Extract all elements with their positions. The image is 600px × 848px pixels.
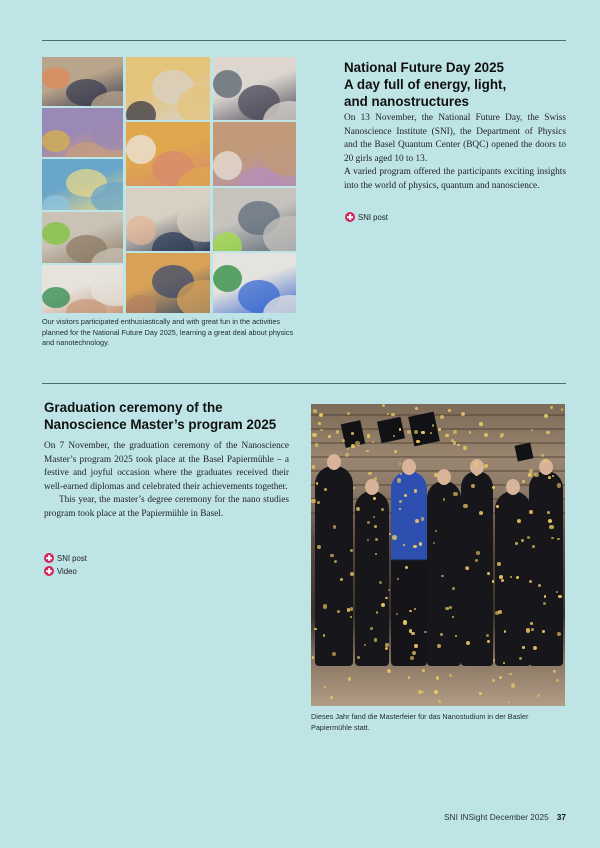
publication-name: SNI INSight December 2025 <box>444 812 549 822</box>
confetti <box>367 434 370 437</box>
graduate-figure <box>427 481 461 666</box>
confetti <box>367 521 370 524</box>
confetti <box>366 450 368 452</box>
confetti <box>452 587 455 590</box>
paragraph: A varied program offered the participants exciting insights into the world of physics, quantum and nanoscience. <box>344 167 566 191</box>
confetti <box>368 472 371 475</box>
confetti <box>330 696 333 699</box>
collage-photo <box>42 57 123 106</box>
confetti <box>448 409 451 412</box>
confetti <box>548 519 552 523</box>
confetti <box>399 500 402 503</box>
collage-photo <box>213 57 296 120</box>
paragraph: This year, the master’s degree ceremony for the nano studies program took place at the Papiermühle in Basel. <box>44 495 289 519</box>
confetti <box>537 694 540 697</box>
sni-post-link[interactable] <box>44 553 87 563</box>
confetti <box>318 422 321 425</box>
confetti <box>320 429 322 431</box>
confetti <box>445 434 449 438</box>
confetti <box>399 463 402 466</box>
confetti <box>476 551 479 554</box>
collage-photo <box>126 57 210 120</box>
confetti <box>323 604 327 608</box>
confetti <box>350 616 352 618</box>
confetti <box>313 409 317 413</box>
confetti <box>544 414 548 418</box>
confetti <box>413 545 416 548</box>
confetti <box>337 610 340 613</box>
confetti <box>530 622 533 625</box>
confetti <box>385 597 387 599</box>
title-line: Graduation ceremony of the <box>44 400 223 415</box>
collage-photo <box>213 188 296 251</box>
confetti <box>534 473 538 477</box>
confetti <box>356 507 360 511</box>
collage-photo <box>126 253 210 313</box>
confetti <box>556 591 558 593</box>
confetti <box>511 683 515 687</box>
confetti <box>529 469 533 473</box>
collage-photo <box>42 108 123 157</box>
confetti <box>529 510 533 514</box>
collage-photo <box>126 122 210 186</box>
plus-circle-icon <box>345 212 355 222</box>
collage-photo <box>42 159 123 210</box>
confetti <box>316 482 319 485</box>
confetti <box>528 473 532 477</box>
plus-circle-icon <box>44 553 54 563</box>
confetti <box>342 439 345 442</box>
confetti <box>414 430 418 434</box>
confetti <box>347 448 349 450</box>
graduation-caption: Dieses Jahr fand die Masterfeier für das Nanostudium in der Basler Papiermühle statt. <box>311 712 529 732</box>
title-line: and nanostructures <box>344 94 470 109</box>
confetti <box>334 560 337 563</box>
confetti <box>399 428 402 431</box>
confetti <box>324 686 326 688</box>
collage-photo <box>42 265 123 313</box>
confetti <box>351 432 353 434</box>
confetti <box>492 580 494 582</box>
confetti <box>422 669 425 672</box>
confetti <box>471 484 475 488</box>
confetti <box>543 602 546 605</box>
confetti <box>374 638 377 641</box>
confetti <box>382 404 385 407</box>
confetti <box>466 567 469 570</box>
confetti <box>410 656 414 660</box>
confetti <box>549 525 553 529</box>
graduation-photo <box>311 404 565 706</box>
confetti <box>475 462 479 466</box>
graduate-head <box>506 479 520 495</box>
confetti <box>312 656 314 658</box>
confetti <box>547 511 550 514</box>
confetti <box>434 473 438 477</box>
confetti <box>504 630 506 632</box>
confetti <box>457 444 460 447</box>
confetti <box>348 677 352 681</box>
paragraph: On 13 November, the National Future Day, the Swiss Nanoscience Institute (SNI), the Department of Physics and the Basel Quantum Center (BQC) opened the doors to 20 girls aged 10 to 13. <box>344 113 566 164</box>
graduate-figure <box>529 471 563 666</box>
confetti <box>479 422 483 426</box>
plus-circle-icon <box>44 566 54 576</box>
confetti <box>403 620 407 624</box>
confetti <box>436 676 440 680</box>
confetti <box>419 542 423 546</box>
confetti <box>487 572 490 575</box>
confetti <box>532 545 535 548</box>
confetti <box>350 607 354 611</box>
confetti <box>432 424 435 427</box>
confetti <box>414 644 417 647</box>
confetti <box>330 554 334 558</box>
confetti <box>516 576 519 579</box>
graduate-head <box>402 459 416 475</box>
confetti <box>374 477 377 480</box>
confetti <box>453 430 457 434</box>
confetti <box>418 690 422 694</box>
link-label: Video <box>57 566 77 576</box>
collage-photo <box>213 122 296 186</box>
confetti <box>557 538 559 540</box>
confetti <box>438 700 441 703</box>
graduation-cap <box>515 443 534 462</box>
confetti <box>397 478 401 482</box>
confetti <box>353 487 355 489</box>
confetti <box>415 519 419 523</box>
collage-photo <box>126 188 210 251</box>
confetti <box>561 408 564 411</box>
confetti <box>501 579 504 582</box>
confetti <box>394 450 397 453</box>
confetti <box>440 415 444 419</box>
confetti <box>556 679 559 682</box>
title-line: Nanoscience Master’s program 2025 <box>44 417 277 432</box>
confetti <box>381 603 385 607</box>
confetti <box>340 578 343 581</box>
collage-photo <box>42 212 123 263</box>
collage-photo <box>213 253 296 313</box>
confetti <box>558 595 561 598</box>
confetti <box>452 616 454 618</box>
title-line: National Future Day 2025 <box>344 60 504 75</box>
graduate-figure <box>355 491 389 666</box>
confetti <box>453 441 456 444</box>
top-divider <box>42 40 566 41</box>
sni-post-link[interactable] <box>345 212 388 222</box>
confetti <box>351 444 355 448</box>
confetti <box>312 433 316 437</box>
confetti <box>550 406 553 409</box>
section-divider <box>42 383 566 384</box>
confetti <box>484 433 488 437</box>
confetti <box>522 480 525 483</box>
confetti <box>414 489 417 492</box>
page-footer <box>444 812 566 822</box>
confetti <box>415 407 418 410</box>
confetti <box>522 646 524 648</box>
confetti <box>453 492 457 496</box>
graduate-head <box>365 479 379 495</box>
confetti <box>449 606 452 609</box>
confetti <box>376 611 378 613</box>
confetti <box>479 692 482 695</box>
confetti <box>392 535 396 539</box>
confetti <box>381 508 384 511</box>
graduation-cap <box>408 412 440 447</box>
link-label: SNI post <box>57 553 87 563</box>
confetti <box>336 430 340 434</box>
confetti <box>469 431 472 434</box>
video-link[interactable] <box>44 566 77 576</box>
confetti <box>515 542 518 545</box>
confetti <box>538 584 541 587</box>
graduation-title <box>44 399 294 433</box>
future-day-body <box>344 112 566 194</box>
graduate-figure <box>391 471 427 666</box>
future-day-photo-collage <box>42 57 296 313</box>
confetti <box>492 486 495 489</box>
confetti <box>544 595 547 598</box>
confetti <box>531 628 534 631</box>
graduate-head <box>437 469 451 485</box>
confetti <box>319 413 323 417</box>
confetti <box>396 613 398 615</box>
confetti <box>542 630 545 633</box>
confetti <box>449 674 452 677</box>
confetti <box>548 476 551 479</box>
confetti <box>408 676 411 679</box>
confetti <box>492 679 496 683</box>
confetti <box>509 673 511 675</box>
collage-caption: Our visitors participated enthusiastically and with great fun in the activities planned for the National Future Day 2025, learning a great deal about physics and nanotechnology. <box>42 317 294 347</box>
link-label: SNI post <box>358 212 388 222</box>
confetti <box>463 446 467 450</box>
confetti <box>421 431 424 434</box>
confetti <box>387 669 391 673</box>
confetti <box>312 465 316 469</box>
confetti <box>517 519 521 523</box>
title-line: A day full of energy, light, <box>344 77 507 92</box>
future-day-title <box>344 59 566 110</box>
confetti <box>434 690 438 694</box>
confetti <box>350 572 354 576</box>
confetti <box>370 627 373 630</box>
confetti <box>484 464 488 468</box>
confetti <box>553 670 556 673</box>
confetti <box>314 628 316 630</box>
confetti <box>526 628 530 632</box>
page-number: 37 <box>556 812 566 822</box>
confetti <box>411 632 415 636</box>
confetti <box>355 441 359 445</box>
graduate-figure <box>315 466 353 666</box>
confetti <box>499 676 502 679</box>
confetti <box>422 691 424 693</box>
confetti <box>374 525 377 528</box>
confetti <box>315 443 319 447</box>
confetti <box>500 435 503 438</box>
paragraph: On 7 November, the graduation ceremony of the Nanoscience Master’s program 2025 took place at the Basel Papiermühle – a festive and joyful occasion where the graduates received their well-earned diplomas and celebrated their achievements together. <box>44 441 289 492</box>
confetti <box>328 435 331 438</box>
confetti <box>508 701 510 703</box>
confetti <box>433 542 435 544</box>
confetti <box>323 634 326 637</box>
confetti <box>311 499 315 503</box>
confetti <box>333 525 337 529</box>
graduation-body <box>44 440 289 522</box>
graduate-head <box>327 454 341 470</box>
confetti <box>407 430 411 434</box>
